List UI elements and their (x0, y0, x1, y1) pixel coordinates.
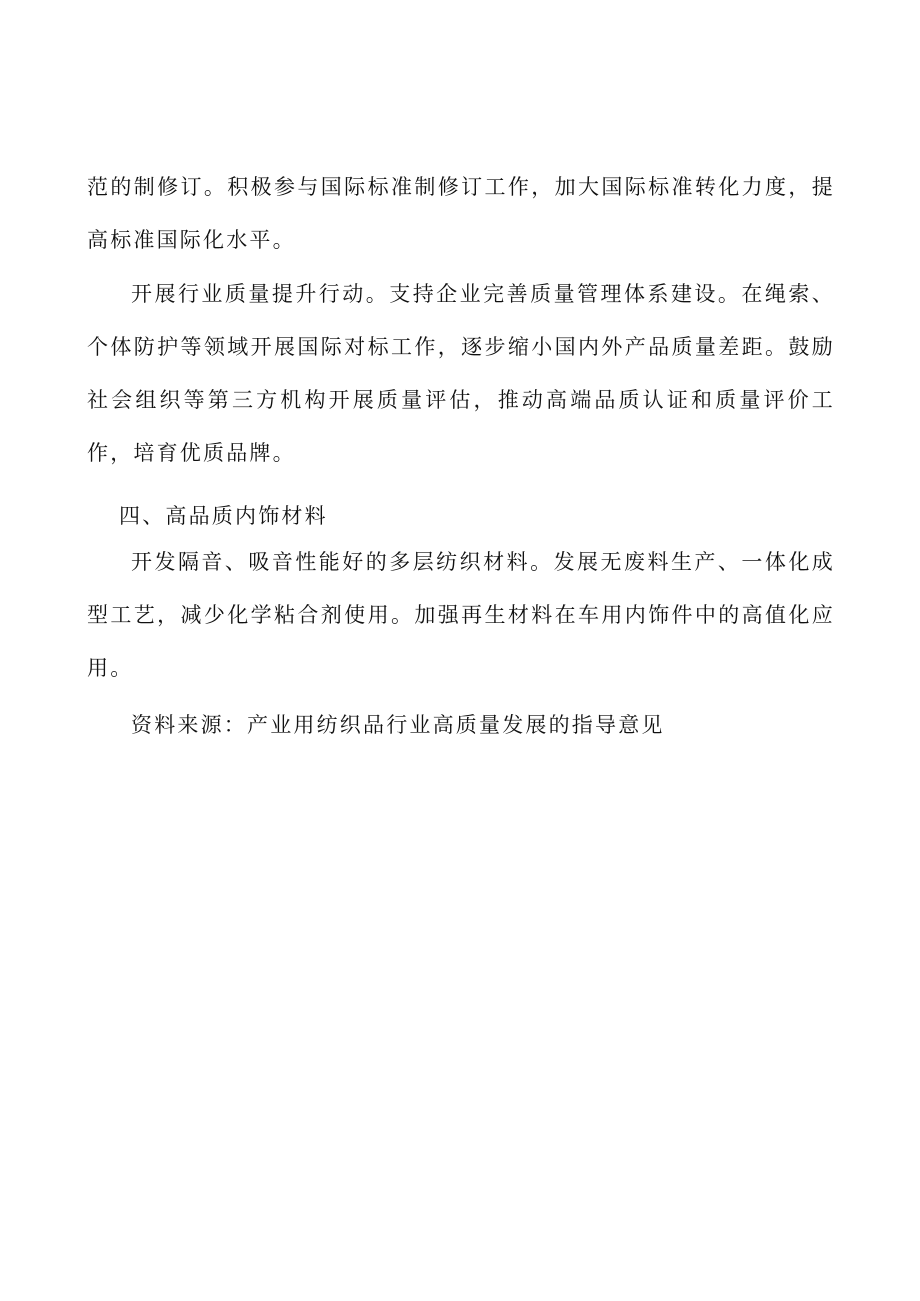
section-heading: 四、高品质内饰材料 (119, 504, 328, 528)
source-citation: 资料来源：产业用纺织品行业高质量发展的指导意见 (131, 713, 665, 737)
paragraph-quality-improvement: 开展行业质量提升行动。支持企业完善质量管理体系建设。在绳索、个体防护等领域开展国际对标工作，逐步缩小国内外产品质量差距。鼓励社会组织等第三方机构开展质量评估，推动高端品质认证和质量评价工作，培育优质品牌。 (87, 282, 835, 465)
paragraph-standards-continuation: 范的制修订。积极参与国际标准制修订工作，加大国际标准转化力度，提高标准国际化水平。 (87, 175, 835, 252)
paragraph-interior-materials: 开发隔音、吸音性能好的多层纺织材料。发展无废料生产、一体化成型工艺，减少化学粘合剂使用。加强再生材料在车用内饰件中的高值化应用。 (87, 550, 835, 680)
